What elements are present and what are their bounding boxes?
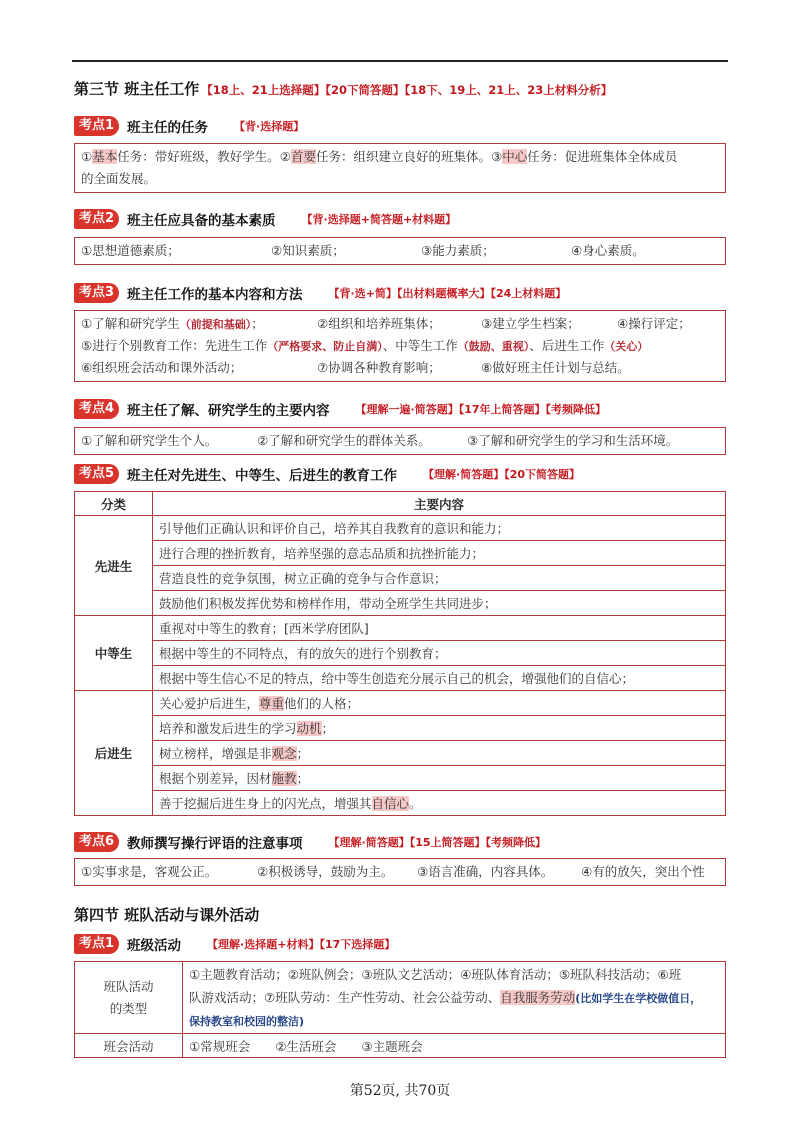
emphasis: （鼓励、重视） <box>457 340 530 353</box>
list-item: ③语言准确，内容具体。 <box>417 864 554 879</box>
text-line: 的全面发展。 <box>81 171 157 186</box>
text-run: 任务：促进班集体全体成员 <box>527 149 678 164</box>
topic-title: 班主任了解、研究学生的主要内容 <box>127 403 330 419</box>
table-cell: 重视对中等生的教育；[西米学府团队] <box>153 616 726 641</box>
topic-badge: 考点4 <box>74 399 119 419</box>
list-item: ④操行评定； <box>617 316 691 331</box>
list-item: ③能力素质； <box>421 243 495 258</box>
text-run: 任务：组织建立良好的班集体。③ <box>315 149 503 164</box>
table-cell: 进行合理的挫折教育，培养坚强的意志品质和抗挫折能力； <box>153 541 726 566</box>
text-run: 、中等生工作 <box>382 338 458 353</box>
cell-label: 的类型 <box>109 1000 148 1016</box>
topic-tags: 【背·选择题】 <box>234 120 305 133</box>
topic-badge: 考点2 <box>74 209 119 229</box>
list-item: ①实事求是，客观公正。 <box>81 864 218 879</box>
emphasis: （前提和基础） <box>179 318 252 331</box>
topic-header <box>74 399 606 419</box>
list-item: ④身心素质。 <box>571 243 645 258</box>
list-item: ⑦协调各种教育影响； <box>317 360 441 375</box>
topic-box <box>74 310 726 382</box>
text-run: 、后进生工作 <box>529 338 605 353</box>
topic-title: 班主任应具备的基本素质 <box>127 213 276 229</box>
highlight: 施教 <box>271 771 297 786</box>
topic-title: 班级活动 <box>127 938 182 954</box>
highlight: 基本 <box>92 149 118 164</box>
table-cell: 根据中等生的不同特点，有的放矢的进行个别教育； <box>153 641 726 666</box>
text-run: ① <box>81 149 93 164</box>
page-footer: 第52页, 共70页 <box>349 1083 451 1099</box>
note: 保持教室和校园的整洁) <box>189 1014 305 1028</box>
cell-label: 班队活动 <box>103 978 154 994</box>
text-line <box>75 313 725 335</box>
topic-header <box>74 464 580 484</box>
section-title-text: 第三节 班主任工作 <box>74 80 200 98</box>
note: (比如学生在学校做值日， <box>575 991 702 1005</box>
text-line <box>75 861 725 883</box>
topic-badge: 考点3 <box>74 283 119 303</box>
highlight: 观念 <box>271 746 297 761</box>
topic-title: 班主任的任务 <box>127 120 209 136</box>
topic-tags: 【理解·选择题+材料】【17下选择题】 <box>207 938 396 951</box>
list-item: ④有的放矢，突出个性 <box>581 864 705 879</box>
topic-header <box>74 116 304 136</box>
topic-tags: 【理解一遍·简答题】【17年上简答题】【考频降低】 <box>355 403 607 416</box>
list-item: ③了解和研究学生的学习和生活环境。 <box>467 433 679 448</box>
table-cell: 营造良性的竞争氛围，树立正确的竞争与合作意识； <box>153 566 726 591</box>
topic-header <box>74 283 566 303</box>
table-cell: ①常规班会 ②生活班会 ③主题班会 <box>183 1034 726 1058</box>
highlight: 自我服务劳动 <box>500 989 576 1005</box>
topic-header <box>74 209 456 229</box>
emphasis: （严格要求、防止自满） <box>267 340 383 353</box>
text-run: ； <box>251 316 264 331</box>
text-run: ①了解和研究学生 <box>81 316 180 331</box>
topic-header <box>74 934 395 954</box>
table-cell: 引导他们正确认识和评价自己，培养其自我教育的意识和能力； <box>153 516 726 541</box>
highlight: 尊重 <box>259 696 285 711</box>
list-item: ③建立学生档案； <box>481 316 580 331</box>
topic-tags: 【理解·简答题】【20下简答题】 <box>423 468 581 481</box>
table-cell: 根据中等生信心不足的特点，给中等生创造充分展示自己的机会，增强他们的自信心； <box>153 666 726 691</box>
highlight: 中心 <box>502 149 528 164</box>
topic-badge: 考点1 <box>74 934 119 954</box>
topic-badge: 考点1 <box>74 116 119 136</box>
text-run: 培养和激发后进生的学习 <box>159 721 297 736</box>
table-cell: 鼓励他们积极发挥优势和榜样作用，带动全班学生共同进步； <box>153 591 726 616</box>
topic-box <box>74 427 726 455</box>
section-title-text: 第四节 班队活动与课外活动 <box>74 906 260 924</box>
topic-box <box>74 858 726 886</box>
topic-badge: 考点6 <box>74 832 119 852</box>
highlight: 首要 <box>290 149 316 164</box>
text-run: ； <box>296 771 310 786</box>
table-header: 主要内容 <box>153 492 726 516</box>
topic-box <box>74 237 726 265</box>
list-item: ①了解和研究学生个人。 <box>81 433 218 448</box>
table-cell <box>153 716 726 741</box>
category-cell <box>75 962 183 1034</box>
emphasis: （关心） <box>604 340 649 353</box>
topic-tags: 【背·选择题+简答题+材料题】 <box>301 213 457 226</box>
list-item: ⑥组织班会活动和课外活动； <box>81 360 243 375</box>
text-line <box>189 986 719 1010</box>
table-cell <box>183 962 726 1034</box>
category-cell: 后进生 <box>75 691 153 816</box>
table-cell <box>153 766 726 791</box>
topic-tags: 【背·选+简】【出材料题概率大】【24上材料题】 <box>328 287 567 300</box>
topic-title: 教师撰写操行评语的注意事项 <box>127 836 303 852</box>
table-cell <box>153 741 726 766</box>
text-line <box>75 357 725 379</box>
text-run: 关心爱护后进生， <box>159 696 260 711</box>
list-item: ②积极诱导，鼓励为主。 <box>257 864 394 879</box>
text-run: ； <box>296 746 310 761</box>
topic-tags: 【理解·简答题】【15上简答题】【考频降低】 <box>328 836 547 849</box>
topic-title: 班主任对先进生、中等生、后进生的教育工作 <box>127 468 398 484</box>
text-run: ； <box>321 721 335 736</box>
text-run: 他们的人格； <box>284 696 360 711</box>
topic-title: 班主任工作的基本内容和方法 <box>127 287 303 303</box>
list-item: ②知识素质； <box>271 243 345 258</box>
topic-badge: 考点5 <box>74 464 119 484</box>
list-item: ⑧做好班主任计划与总结。 <box>481 360 630 375</box>
text-line <box>75 146 725 168</box>
section-exam-tags: 【18上、21上选择题】【20下简答题】【18下、19上、21上、23上材料分析】 <box>201 83 613 97</box>
text-line <box>75 335 725 357</box>
text-line <box>75 240 725 262</box>
text-run: 队游戏活动；⑦班队劳动：生产性劳动、社会公益劳动、 <box>189 989 501 1005</box>
highlight: 自信心 <box>371 796 410 811</box>
category-cell: 班会活动 <box>75 1034 183 1058</box>
list-item: ②组织和培养班集体； <box>317 316 441 331</box>
text-run: 任务：带好班级，教好学生。② <box>117 149 291 164</box>
section-title <box>74 904 259 925</box>
text-line: ①主题教育活动；②班队例会；③班队文艺活动；④班队体育活动；⑤班队科技活动；⑥班 <box>189 966 682 982</box>
table-cell <box>153 791 726 816</box>
text-line <box>75 430 725 452</box>
top-rule <box>72 60 728 62</box>
class-activity-table <box>74 961 726 1057</box>
text-run: ⑤进行个别教育工作：先进生工作 <box>81 338 268 353</box>
category-cell: 先进生 <box>75 516 153 616</box>
section-title <box>74 78 612 99</box>
list-item: ①思想道德素质； <box>81 243 180 258</box>
text-run: 树立榜样，增强是非 <box>159 746 272 761</box>
text-run: 善于挖掘后进生身上的闪光点，增强其 <box>159 796 372 811</box>
topic-header <box>74 832 546 852</box>
list-item: ②了解和研究学生的群体关系。 <box>257 433 431 448</box>
topic-box <box>74 143 726 193</box>
table-header: 分类 <box>75 492 153 516</box>
table-cell <box>153 691 726 716</box>
category-cell: 中等生 <box>75 616 153 691</box>
text-run: 根据个别差异，因材 <box>159 771 272 786</box>
student-education-table <box>74 491 726 816</box>
highlight: 动机 <box>296 721 322 736</box>
text-run: 。 <box>409 796 422 811</box>
